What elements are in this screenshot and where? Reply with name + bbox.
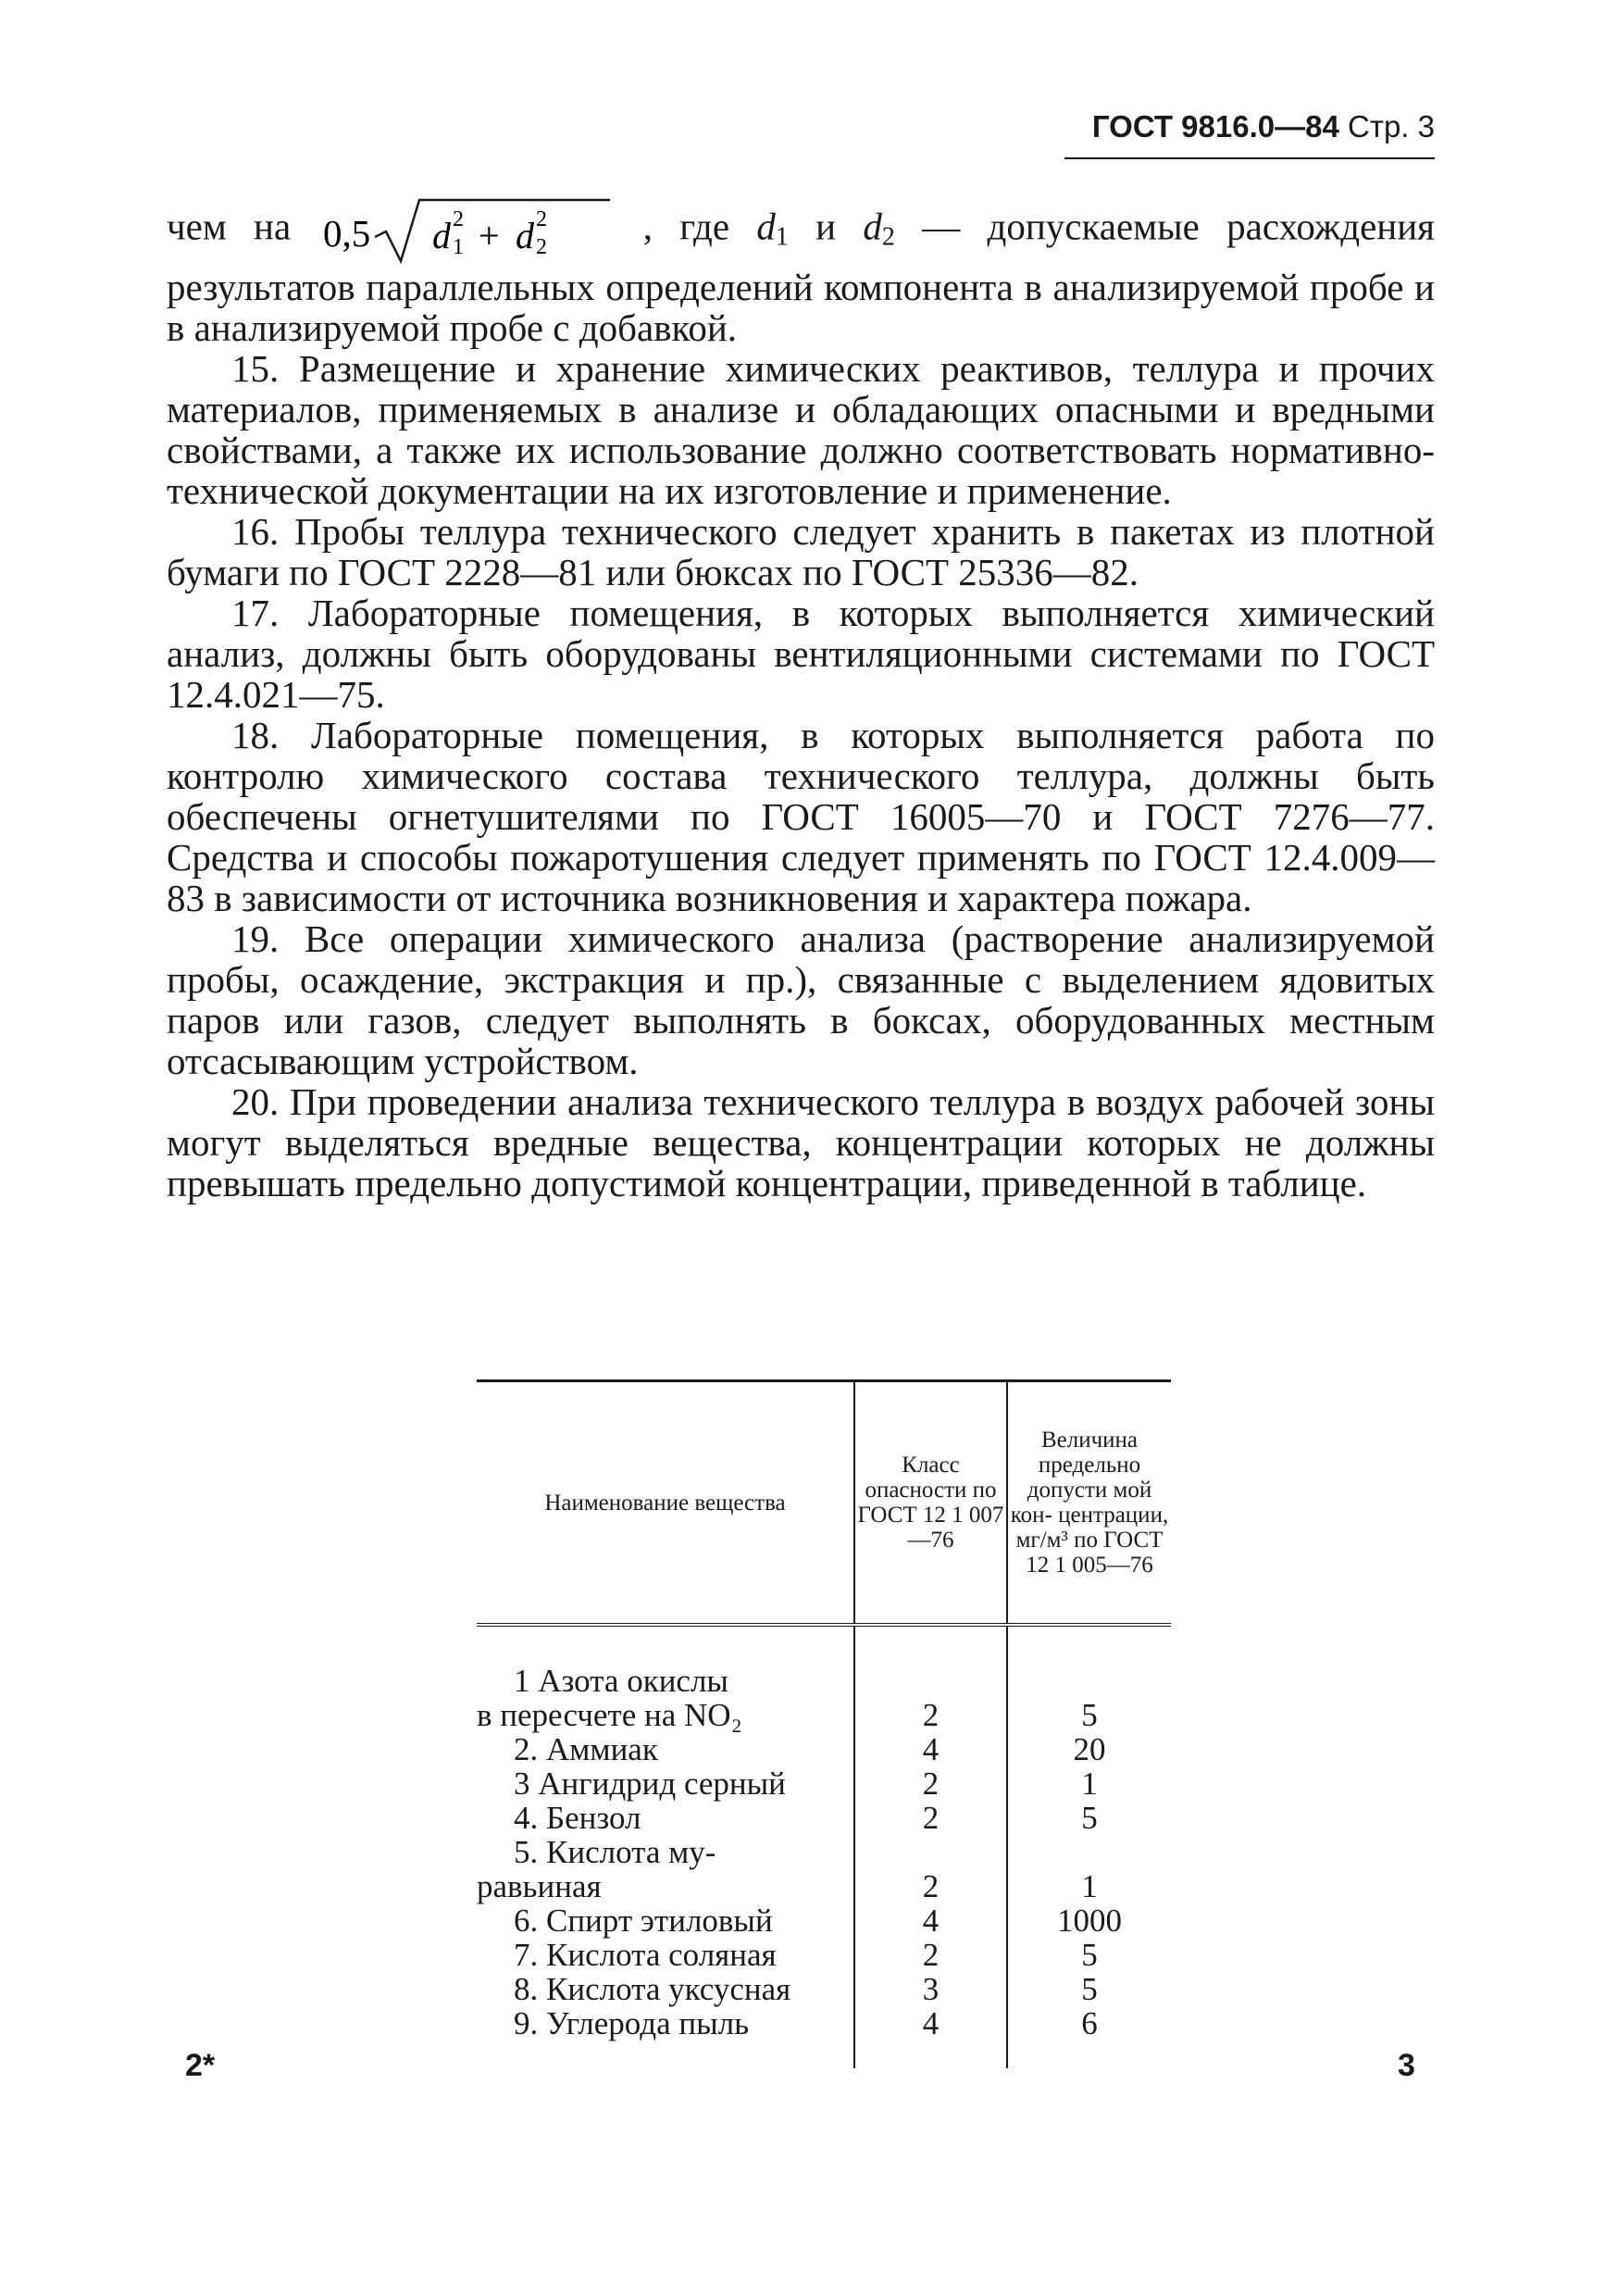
limit-column xyxy=(1007,1625,1171,2068)
limit-value: 1 xyxy=(1081,1766,1098,1802)
limit-value: 5 xyxy=(1081,1971,1098,2007)
variable-d2: d xyxy=(863,205,882,248)
limit-value: 5 xyxy=(1081,1937,1098,1973)
hazard-class-value: 2 xyxy=(922,1868,940,1904)
intro-lead: чем на xyxy=(167,205,292,248)
limits-table xyxy=(477,1379,1171,2102)
hazard-class-value: 4 xyxy=(922,1731,940,1767)
substance-name: 2. Аммиак xyxy=(514,1731,658,1767)
intro-where: , где xyxy=(642,205,730,248)
limit-value: 5 xyxy=(1081,1697,1098,1733)
sqrt-formula xyxy=(323,194,610,267)
formula-operator: + xyxy=(479,215,501,256)
formula-coefficient: 0,5 xyxy=(323,212,371,255)
hazard-class-value: 4 xyxy=(922,2005,940,2041)
hazard-class-value: 2 xyxy=(922,1937,940,1973)
substance-name: 9. Углерода пыль xyxy=(514,2005,750,2041)
table-header-row xyxy=(477,1381,1171,1626)
hazard-class-column xyxy=(854,1625,1007,2068)
limit-value: 1 xyxy=(1081,1868,1098,1904)
header-limit: Величина предельно допусти мой кон- центрации, мг/м³ по ГОСТ 12 1 005—76 xyxy=(1007,1381,1171,1626)
limit-value: 1000 xyxy=(1057,1903,1122,1939)
intro-paragraph xyxy=(167,194,1435,348)
substance-name: 8. Кислота уксусная xyxy=(514,1971,791,2007)
hazard-class-value: 2 xyxy=(922,1800,940,1836)
header-hazard-class: Класс опасности по ГОСТ 12 1 007—76 xyxy=(854,1381,1007,1626)
hazard-class-value: 3 xyxy=(922,1971,940,2007)
signature-mark: 2* xyxy=(185,2048,216,2083)
formula-index-2: 2 xyxy=(536,235,548,259)
formula-index-1: 1 xyxy=(453,235,465,259)
limit-value: 20 xyxy=(1073,1731,1106,1767)
page-label: Стр. 3 xyxy=(1348,109,1435,144)
paragraph-15: 15. Размещение и хранение химических реактивов, теллура и прочих материалов, применяемых в анализе и обладающих опасными и вредными свойствами, а также их использование должно соответствовать нормативно-технической документации на их изготовление и применение. xyxy=(167,347,1435,512)
substance-name: 5. Кислота му- xyxy=(514,1834,716,1870)
paragraph-18: 18. Лабораторные помещения, в которых выполняется работа по контролю химического состава технического теллура, должны быть обеспечены огнетушителями по ГОСТ 16005—70 и ГОСТ 7276—77. Средства и способы пожаротушения следует применять по ГОСТ 12.4.009—83 в зависимости от источника возникновения и характера пожара. xyxy=(167,714,1435,919)
paragraph-19: 19. Все операции химического анализа (растворение анализируемой пробы, осаждение, экстракция и пр.), связанные с выделением ядовитых паров или газов, следует выполнять в боксах, оборудованных местным отсасывающим устройством. xyxy=(167,917,1435,1082)
substance-name: 7. Кислота соляная xyxy=(514,1937,777,1973)
intro-and: и xyxy=(815,205,837,248)
paragraph-20: 20. При проведении анализа технического теллура в воздух рабочей зоны могут выделяться вредные вещества, концентрации которых не должны превышать предельно допустимой концентрации, приведенной в таблице. xyxy=(167,1080,1435,1204)
substance-name: 6. Спирт этиловый xyxy=(514,1903,773,1939)
substance-name-cont: равьиная xyxy=(477,1868,602,1904)
paragraph-17: 17. Лабораторные помещения, в которых выполняется химический анализ, должны быть оборудованы вентиляционными системами по ГОСТ 12.4.021—75. xyxy=(167,592,1435,716)
substance-name: 1 Азота окислы xyxy=(514,1663,728,1699)
paragraph-16: 16. Пробы теллура технического следует хранить в пакетах из плотной бумаги по ГОСТ 2228—81 или бюксах по ГОСТ 25336—82. xyxy=(167,510,1435,593)
standard-code: ГОСТ 9816.0—84 xyxy=(1091,109,1339,144)
limit-value: 6 xyxy=(1081,2005,1098,2041)
substance-name: 4. Бензол xyxy=(514,1800,641,1836)
hazard-class-value: 2 xyxy=(922,1766,940,1802)
substance-name-cont: в пересчете на NO₂ xyxy=(477,1697,742,1733)
formula-operand-2: d xyxy=(516,215,535,256)
page-header xyxy=(1064,109,1435,144)
variable-d1: d xyxy=(756,205,776,248)
body-text xyxy=(167,194,1435,1204)
limit-value: 5 xyxy=(1081,1800,1098,1836)
formula-exponent-2: 2 xyxy=(536,207,548,231)
header-rule xyxy=(1064,157,1435,159)
substance-column xyxy=(477,1625,854,2068)
hazard-class-value: 4 xyxy=(922,1903,940,1939)
intro-tail: — допускаемые расхождения результатов параллельных определений компонента в анализируемой пробе и в анализируемой пробе с добавкой. xyxy=(167,205,1436,349)
page-number: 3 xyxy=(1398,2048,1415,2083)
substance-name: 3 Ангидрид серный xyxy=(514,1766,786,1802)
formula-exponent-1: 2 xyxy=(453,207,465,231)
variable-d1-index: 1 xyxy=(775,222,789,252)
table-body xyxy=(477,1625,1171,2068)
variable-d2-index: 2 xyxy=(881,222,895,252)
hazard-class-value: 2 xyxy=(922,1697,940,1733)
header-substance: Наименование вещества xyxy=(477,1381,854,1626)
formula-operand-1: d xyxy=(432,215,452,256)
